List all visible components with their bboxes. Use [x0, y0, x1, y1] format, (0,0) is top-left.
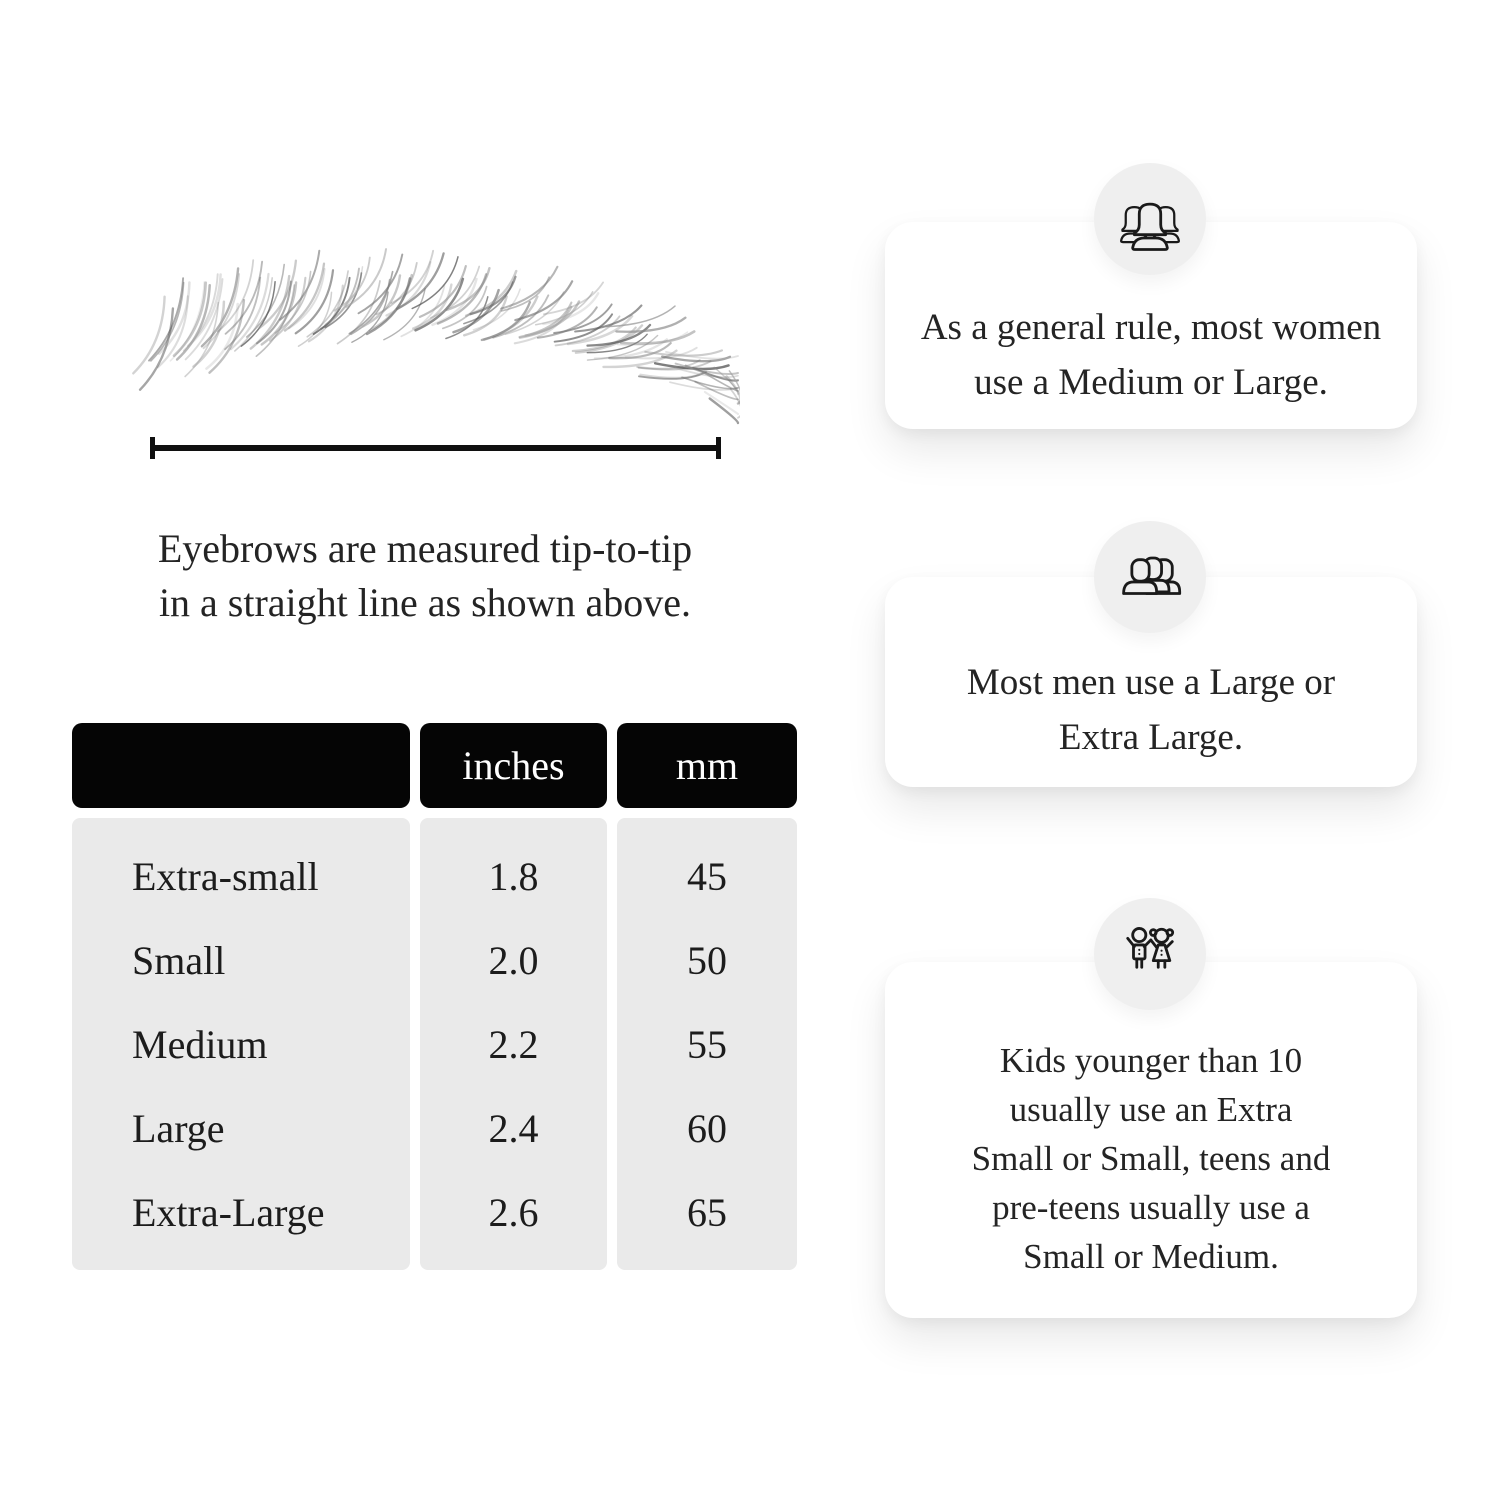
inches-value-cell: 2.4	[488, 1105, 539, 1151]
caption-line: in a straight line as shown above.	[158, 580, 692, 625]
kids-badge	[1094, 898, 1206, 1010]
women-icon	[1117, 186, 1183, 252]
size-label-cell: Extra-small	[132, 853, 319, 899]
card-text-line: Most men use a Large or	[966, 662, 1336, 703]
measurement-line	[150, 437, 721, 459]
card-text-line: As a general rule, most women	[920, 307, 1382, 348]
measurement-caption	[118, 522, 732, 630]
card-text-line: Kids younger than 10	[999, 1041, 1303, 1080]
size-label-cell: Small	[132, 937, 226, 983]
size-label-cell: Medium	[132, 1021, 268, 1067]
mm-column	[617, 818, 797, 1270]
inches-value-cell: 2.6	[488, 1189, 539, 1235]
card-text-line: usually use an Extra	[1009, 1090, 1293, 1129]
eyebrow-illustration	[130, 243, 740, 443]
mm-value-cell: 55	[687, 1021, 727, 1067]
measurement-endcap-right	[716, 437, 721, 459]
inches-value-cell: 2.0	[488, 937, 539, 983]
men-icon	[1117, 544, 1183, 610]
mm-value-cell: 50	[687, 937, 727, 983]
card-text-line: pre-teens usually use a	[992, 1188, 1310, 1227]
size-column	[72, 818, 410, 1270]
info-card-kids	[885, 962, 1417, 1318]
mm-value-cell: 45	[687, 853, 727, 899]
mm-value-cell: 60	[687, 1105, 727, 1151]
inches-value-cell: 2.2	[488, 1021, 539, 1067]
caption-line: Eyebrows are measured tip-to-tip	[157, 526, 693, 571]
inches-column-header: inches	[420, 723, 607, 808]
size-column-header	[72, 723, 410, 808]
men-badge	[1094, 521, 1206, 633]
size-label-cell: Extra-Large	[132, 1189, 325, 1235]
mm-value-cell: 65	[687, 1189, 727, 1235]
women-badge	[1094, 163, 1206, 275]
kids-icon	[1117, 921, 1183, 987]
inches-value-cell: 1.8	[488, 853, 539, 899]
inches-column	[420, 818, 607, 1270]
measurement-bar	[155, 445, 716, 451]
mm-column-header: mm	[617, 723, 797, 808]
card-text-line: Small or Medium.	[1023, 1237, 1279, 1276]
card-text-line: Small or Small, teens and	[971, 1139, 1331, 1178]
card-text-line: use a Medium or Large.	[974, 362, 1328, 403]
size-label-cell: Large	[132, 1105, 225, 1151]
card-text-line: Extra Large.	[1058, 717, 1244, 758]
